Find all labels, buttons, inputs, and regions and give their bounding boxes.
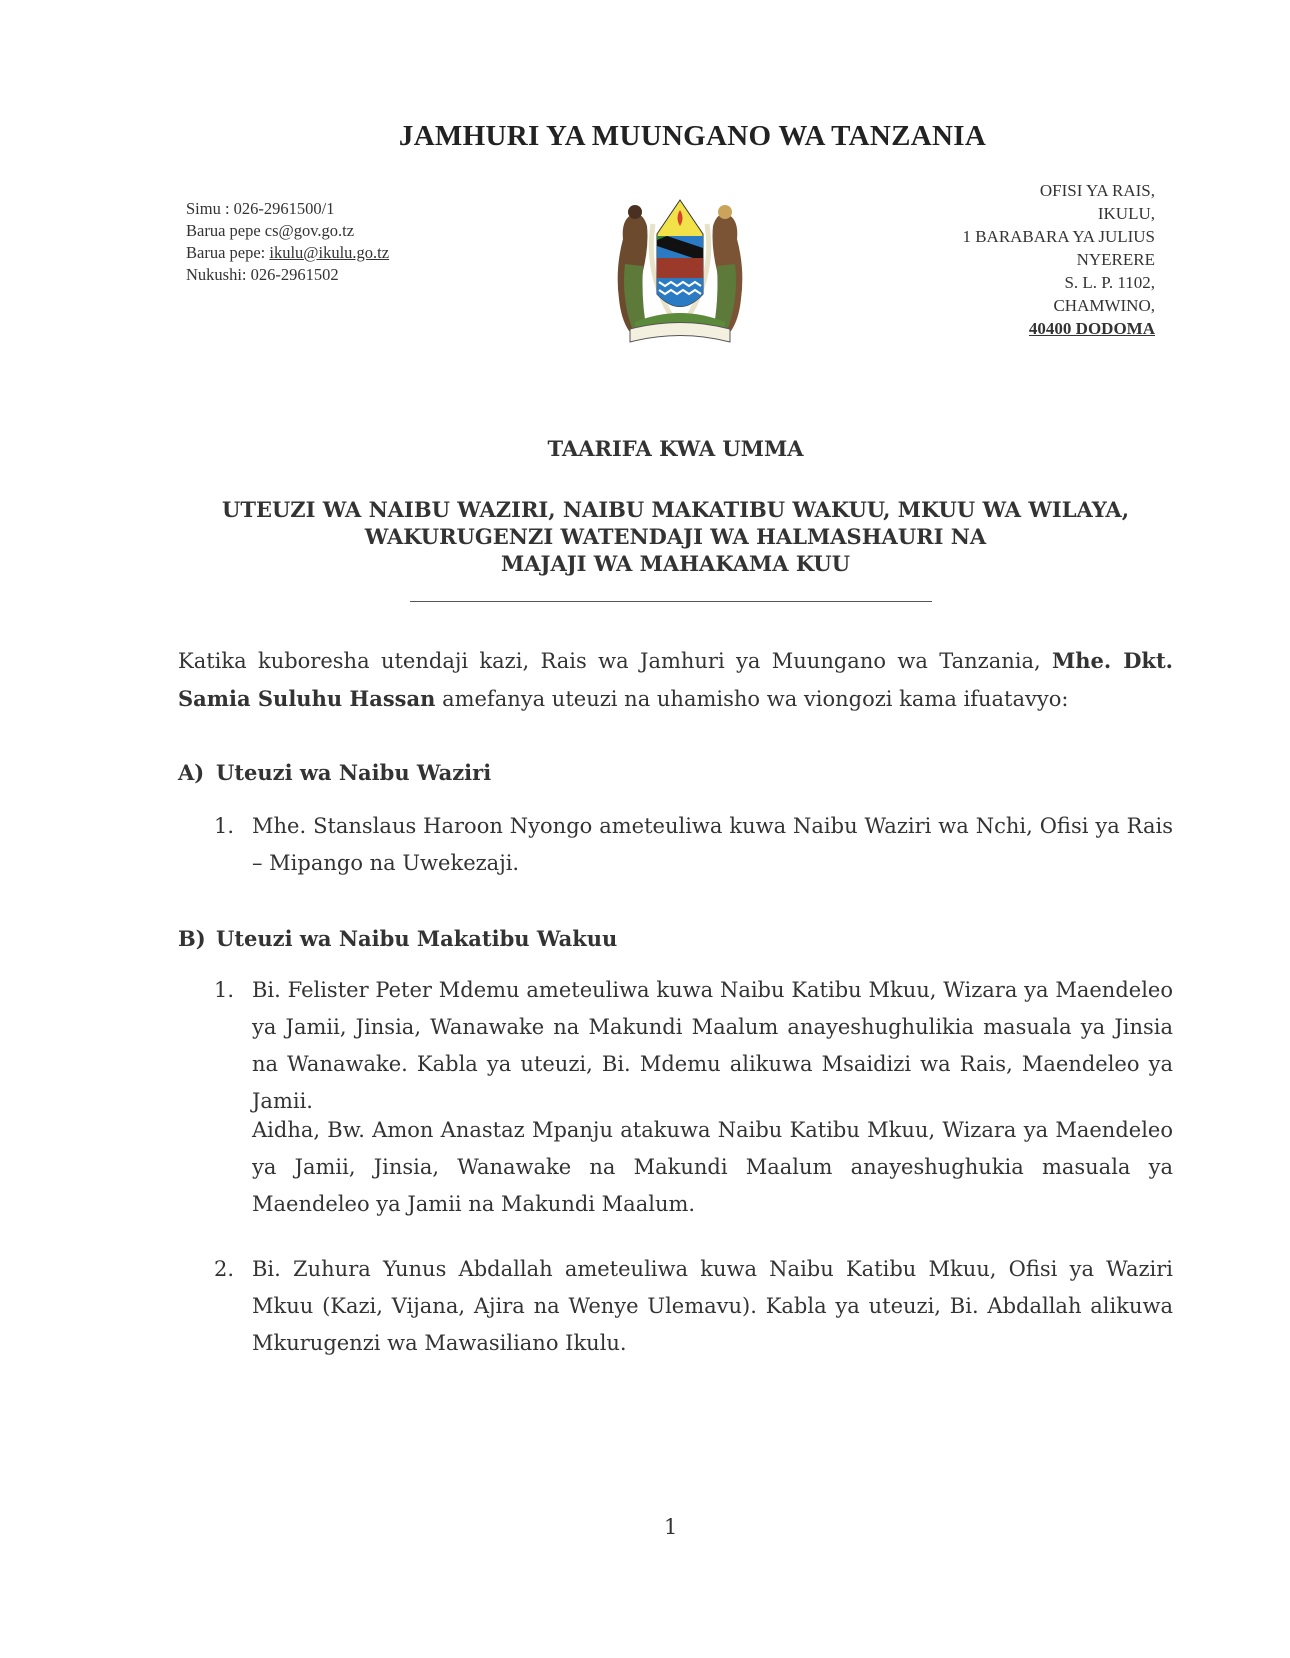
item-number: 1. xyxy=(214,814,235,838)
section-letter: A) xyxy=(178,760,205,785)
email-2-line xyxy=(186,242,389,264)
notice-title: TAARIFA KWA UMMA xyxy=(547,436,804,461)
address-line: S. L. P. 1102, xyxy=(1064,273,1155,292)
item-text: Mhe. Stanslaus Haroon Nyongo ameteuliwa kuwa Naibu Waziri wa Nchi, Ofisi ya Rais – Mipango na Uwekezaji. xyxy=(252,814,1173,875)
list-item xyxy=(214,972,1173,1120)
email-1: Barua pepe cs@gov.go.tz xyxy=(186,221,355,240)
document-title: JAMHURI YA MUUNGANO WA TANZANIA xyxy=(398,120,987,152)
phone: Simu : 026-2961500/1 xyxy=(186,199,335,218)
president-name: Mhe. Dkt. Samia Suluhu Hassan xyxy=(178,648,1173,711)
section-a-heading xyxy=(178,760,491,785)
address-postcode: 40400 DODOMA xyxy=(1028,319,1155,338)
address-line: NYERERE xyxy=(1076,250,1155,269)
section-title: Uteuzi wa Naibu Waziri xyxy=(216,760,492,785)
section-title: Uteuzi wa Naibu Makatibu Wakuu xyxy=(216,926,618,951)
item-text: Bi. Zuhura Yunus Abdallah ameteuliwa kuwa Naibu Katibu Mkuu, Ofisi ya Waziri Mkuu (Kazi, Vijana, Ajira na Wenye Ulemavu). Kabla ya uteuzi, Bi. Abdallah alikuwa Mkurugenzi wa Mawasiliano Ikulu. xyxy=(252,1257,1173,1355)
list-item-continuation xyxy=(214,1112,1173,1223)
intro-text: Katika kuboresha utendaji kazi, Rais wa Jamhuri ya Muungano wa Tanzania, xyxy=(178,649,1053,673)
address-line: IKULU, xyxy=(1097,204,1155,223)
subject-heading xyxy=(178,496,1173,577)
item-number: 2. xyxy=(214,1257,235,1281)
address-line: OFISI YA RAIS, xyxy=(1039,181,1155,200)
heading-line: MAJAJI WA MAHAKAMA KUU xyxy=(500,551,851,576)
fax: Nukushi: 026-2961502 xyxy=(186,265,339,284)
item-number: 1. xyxy=(214,978,235,1002)
address-line: CHAMWINO, xyxy=(1053,296,1155,315)
divider xyxy=(410,601,932,602)
page-number: 1 xyxy=(664,1515,678,1539)
intro-paragraph xyxy=(178,642,1173,718)
coat-of-arms-emblem xyxy=(595,194,765,346)
list-item xyxy=(214,1251,1173,1362)
heading-line: WAKURUGENZI WATENDAJI WA HALMASHAURI NA xyxy=(364,524,987,549)
intro-text-end: amefanya uteuzi na uhamisho wa viongozi kama ifuatavyo: xyxy=(435,687,1069,711)
section-b-heading xyxy=(178,926,617,951)
address-block xyxy=(962,179,1155,340)
list-item xyxy=(214,808,1173,882)
email-2: ikulu@ikulu.go.tz xyxy=(269,243,390,262)
contact-block xyxy=(186,198,389,286)
item-extra-text: Aidha, Bw. Amon Anastaz Mpanju atakuwa Naibu Katibu Mkuu, Wizara ya Maendeleo ya Jamii, Jinsia, Wanawake na Makundi Maalum anayeshughukia masuala ya Maendeleo ya Jamii na Makundi Maalum. xyxy=(252,1118,1173,1216)
address-line: 1 BARABARA YA JULIUS xyxy=(962,227,1155,246)
item-text: Bi. Felister Peter Mdemu ameteuliwa kuwa Naibu Katibu Mkuu, Wizara ya Maendeleo ya Jamii, Jinsia, Wanawake na Makundi Maalum anayeshughulikia masuala ya Jinsia na Wanawake. Kabla ya uteuzi, Bi. Mdemu alikuwa Msaidizi wa Rais, Maendeleo ya Jamii. xyxy=(252,978,1173,1113)
section-letter: B) xyxy=(178,926,206,951)
email-2-label: Barua pepe: xyxy=(186,243,270,262)
heading-line: UTEUZI WA NAIBU WAZIRI, NAIBU MAKATIBU WAKUU, MKUU WA WILAYA, xyxy=(222,497,1129,522)
